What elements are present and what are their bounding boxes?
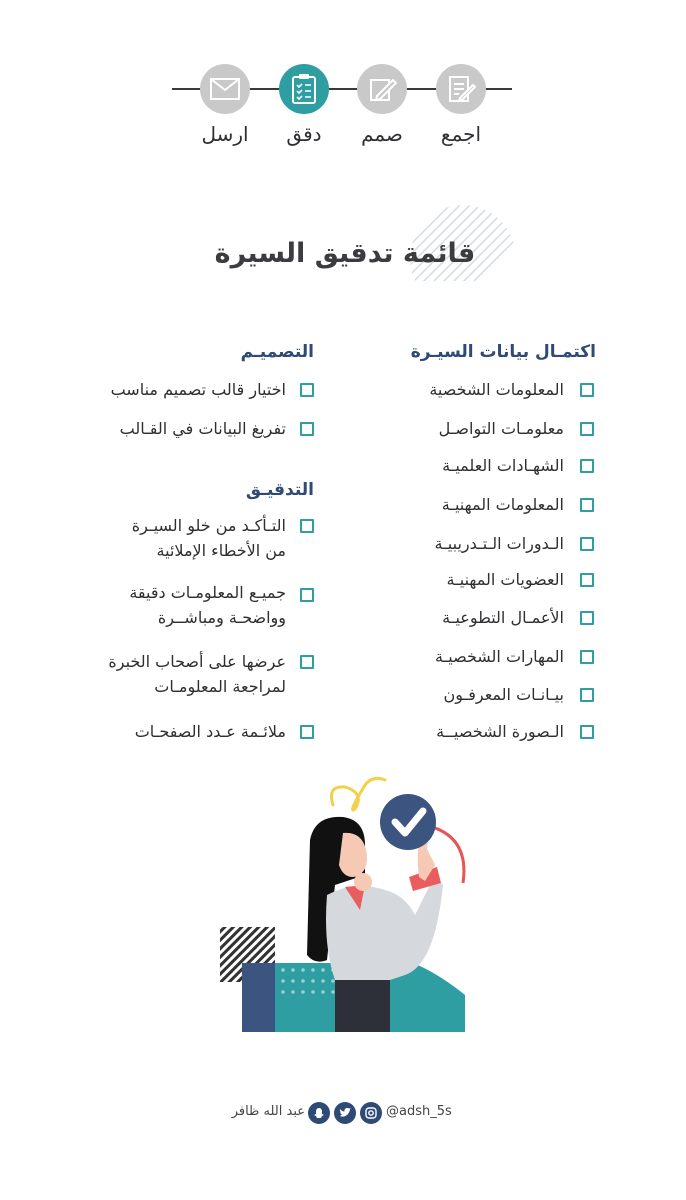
checkbox[interactable] [580,383,594,397]
checkbox[interactable] [580,573,594,587]
page-title: قائمة تدقيق السيرة [214,238,476,269]
item-label: الأعمـال التطوعيـة [442,608,564,627]
item-label: عرضها على أصحاب الخبرة لمراجعة المعلومـات [108,652,286,696]
step-send-circle[interactable] [200,64,250,114]
checkbox[interactable] [300,725,314,739]
step-review-label: دقق [286,122,322,146]
step-collect-circle[interactable] [436,64,486,114]
item-label: الـدورات الـتـدريبيـة [434,534,564,553]
checkbox[interactable] [300,422,314,436]
checkbox[interactable] [580,459,594,473]
check-badge-icon [380,794,436,850]
author-name: عبد الله ظافر [231,1104,305,1119]
item-label: ملائـمة عـدد الصفحـات [134,722,286,741]
item-label: بيـانـات المعرفـون [443,685,564,704]
checkbox[interactable] [580,650,594,664]
design-heading: التصميـم [240,342,314,362]
checklist-icon [291,74,317,104]
twitter-icon[interactable] [334,1102,356,1124]
right-column-heading: اكتمـال بيانات السيـرة [410,342,596,362]
checkbox[interactable] [300,655,314,669]
social-handle[interactable]: @adsh_5s [386,1104,452,1119]
item-label: المهارات الشخصيـة [434,647,564,666]
pen-design-icon [367,74,397,104]
step-review-circle[interactable] [279,64,329,114]
checkbox[interactable] [580,611,594,625]
checkbox[interactable] [580,422,594,436]
item-label: المعلومات الشخصية [429,380,564,399]
item-label: اختيار قالب تصميم مناسب [110,380,286,399]
checkbox[interactable] [580,498,594,512]
step-send-label: ارسل [201,122,249,146]
item-label: تفريغ البيانات في القـالب [119,419,286,438]
instagram-icon[interactable] [360,1102,382,1124]
review-heading: التدقيـق [245,480,314,500]
item-label: المعلومات المهنيـة [441,495,564,514]
checkbox[interactable] [580,688,594,702]
checkbox[interactable] [300,519,314,533]
illustration [215,765,475,1040]
jacket [326,875,443,980]
squiggle [332,778,386,810]
item-label: التـأكـد من خلو السيـرة من الأخطاء الإملائية [131,516,286,560]
item-label: الـصورة الشخصيــة [436,722,564,741]
item-label: جميـع المعلومـات دقيقة وواضحـة ومباشــرة [129,583,286,627]
checkbox[interactable] [580,537,594,551]
checkbox[interactable] [580,725,594,739]
step-collect-label: اجمع [440,122,482,146]
clipboard-pen-icon [446,74,476,104]
item-label: العضويات المهنيـة [446,570,564,589]
envelope-icon [210,78,240,100]
checkbox[interactable] [300,383,314,397]
snapchat-icon[interactable] [308,1102,330,1124]
item-label: معلومـات التواصـل [438,419,564,438]
item-label: الشهـادات العلميـة [442,456,564,475]
checkbox[interactable] [300,588,314,602]
step-design-circle[interactable] [357,64,407,114]
step-design-label: صمم [361,122,403,146]
